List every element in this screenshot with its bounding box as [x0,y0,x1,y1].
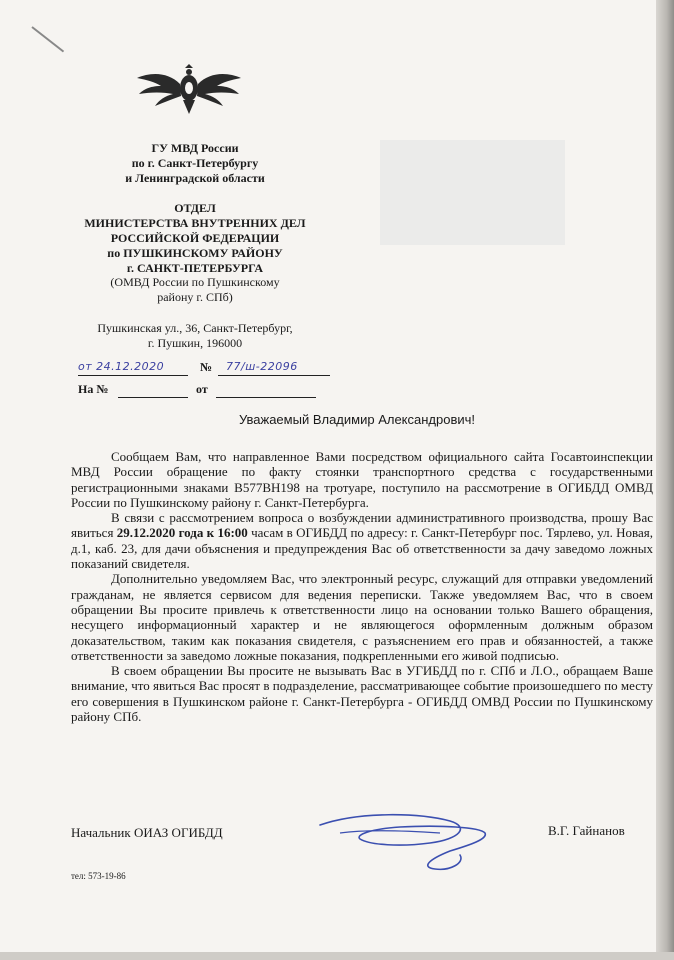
dept-line: по ПУШКИНСКОМУ РАЙОНУ [107,246,283,260]
scan-edge-bottom [0,952,674,960]
number-underline [218,375,330,376]
letter-body [71,440,653,724]
reply-number-blank [118,397,188,398]
signatory-name: В.Г. Гайнанов [548,823,625,838]
reply-from-label: от [196,382,208,396]
paragraph-3: Дополнительно уведомляем Вас, что электронный ресурс, служащий для отправки уведомлений гражданам, не является сервисом для ведения переписки. Также уведомляем Вас, что в своем обращении Вы просите привлечь к ответственности лицо на основании только Вашего обращения, несущего информационный характер и не являющегося оформленным должным образом доказательством, таким как показания свидетеля, с разъяснением его прав и обязанностей, а также ответственности за заведомо ложные показания, подкрепленными его живой подписью. [71,571,653,663]
number-sign: № [200,360,213,374]
show-through-area [380,140,565,245]
paragraph-1: Сообщаем Вам, что направленное Вами посредством официального сайта Госавтоинспекции МВД России обращение по факту стоянки транспортного средства с государственными регистрационными знаками В577ВН198 на тротуаре, поступило на рассмотрение в ОГИБДД ОМВД России по Пушкинскому району г. Санкт-Петербурга. [71,449,653,510]
paragraph-4: В своем обращении Вы просите не вызывать Вас в УГИБДД по г. СПб и Л.О., обращаем Ваше внимание, что явиться Вас просят в подразделение, рассматривающее событие произошедшего по месту его совершения в Пушкинском районе г. Санкт-Петербурга - ОГИБДД ОМВД России по Пушкинскому району СПб. [71,663,653,725]
scan-edge-right [656,0,674,960]
signatory-title: Начальник ОИАЗ ОГИБДД [71,825,223,840]
eagle-emblem-icon [133,58,245,120]
handwritten-signature [300,803,495,878]
outgoing-number: 77/ш-22096 [226,360,298,373]
salutation: Уважаемый Владимир Александрович! [238,412,476,427]
dept-line: РОССИЙСКОЙ ФЕДЕРАЦИИ [110,231,280,245]
abbr-line: району г. СПб) [157,290,233,304]
incoming-reference [78,382,338,402]
address-line: г. Пушкин, 196000 [147,336,243,350]
department-header [70,201,320,276]
reply-date-blank [216,397,316,398]
corner-mark [31,26,64,52]
agency-line: по г. Санкт-Петербургу [131,156,259,170]
dept-line: г. САНКТ-ПЕТЕРБУРГА [126,261,264,275]
department-abbreviation [70,275,320,305]
abbr-line: (ОМВД России по Пушкинскому [110,275,280,289]
agency-line: ГУ МВД России [151,141,239,155]
reply-to-label: На № [78,382,109,396]
p2-text-a: В связи с рассмотрением вопроса о возбуждении административного производства, прошу Вас явиться [71,510,653,541]
dept-line: МИНИСТЕРСТВА ВНУТРЕННИХ ДЕЛ [84,216,306,230]
outgoing-reference [78,360,338,380]
p2-text-b: часам в ОГИБДД по адресу: г. Санкт-Петербург пос. Тярлево, ул. Новая, д.1, каб. 23, для дачи объяснения и предупреждения Вас об ответственности за дачу заведомо ложных показаний свидетеля. [71,525,653,572]
department-address [70,321,320,351]
appointment-datetime: 29.12.2020 года к 16:00 [116,525,248,541]
address-line: Пушкинская ул., 36, Санкт-Петербург, [97,321,293,335]
date-underline [78,375,188,376]
phone-number: тел: 573-19-86 [71,871,126,881]
agency-line: и Ленинградской области [125,171,265,185]
dept-line: ОТДЕЛ [174,201,216,215]
agency-header [100,141,290,186]
paragraph-2 [71,510,653,571]
outgoing-date: от 24.12.2020 [78,360,165,373]
